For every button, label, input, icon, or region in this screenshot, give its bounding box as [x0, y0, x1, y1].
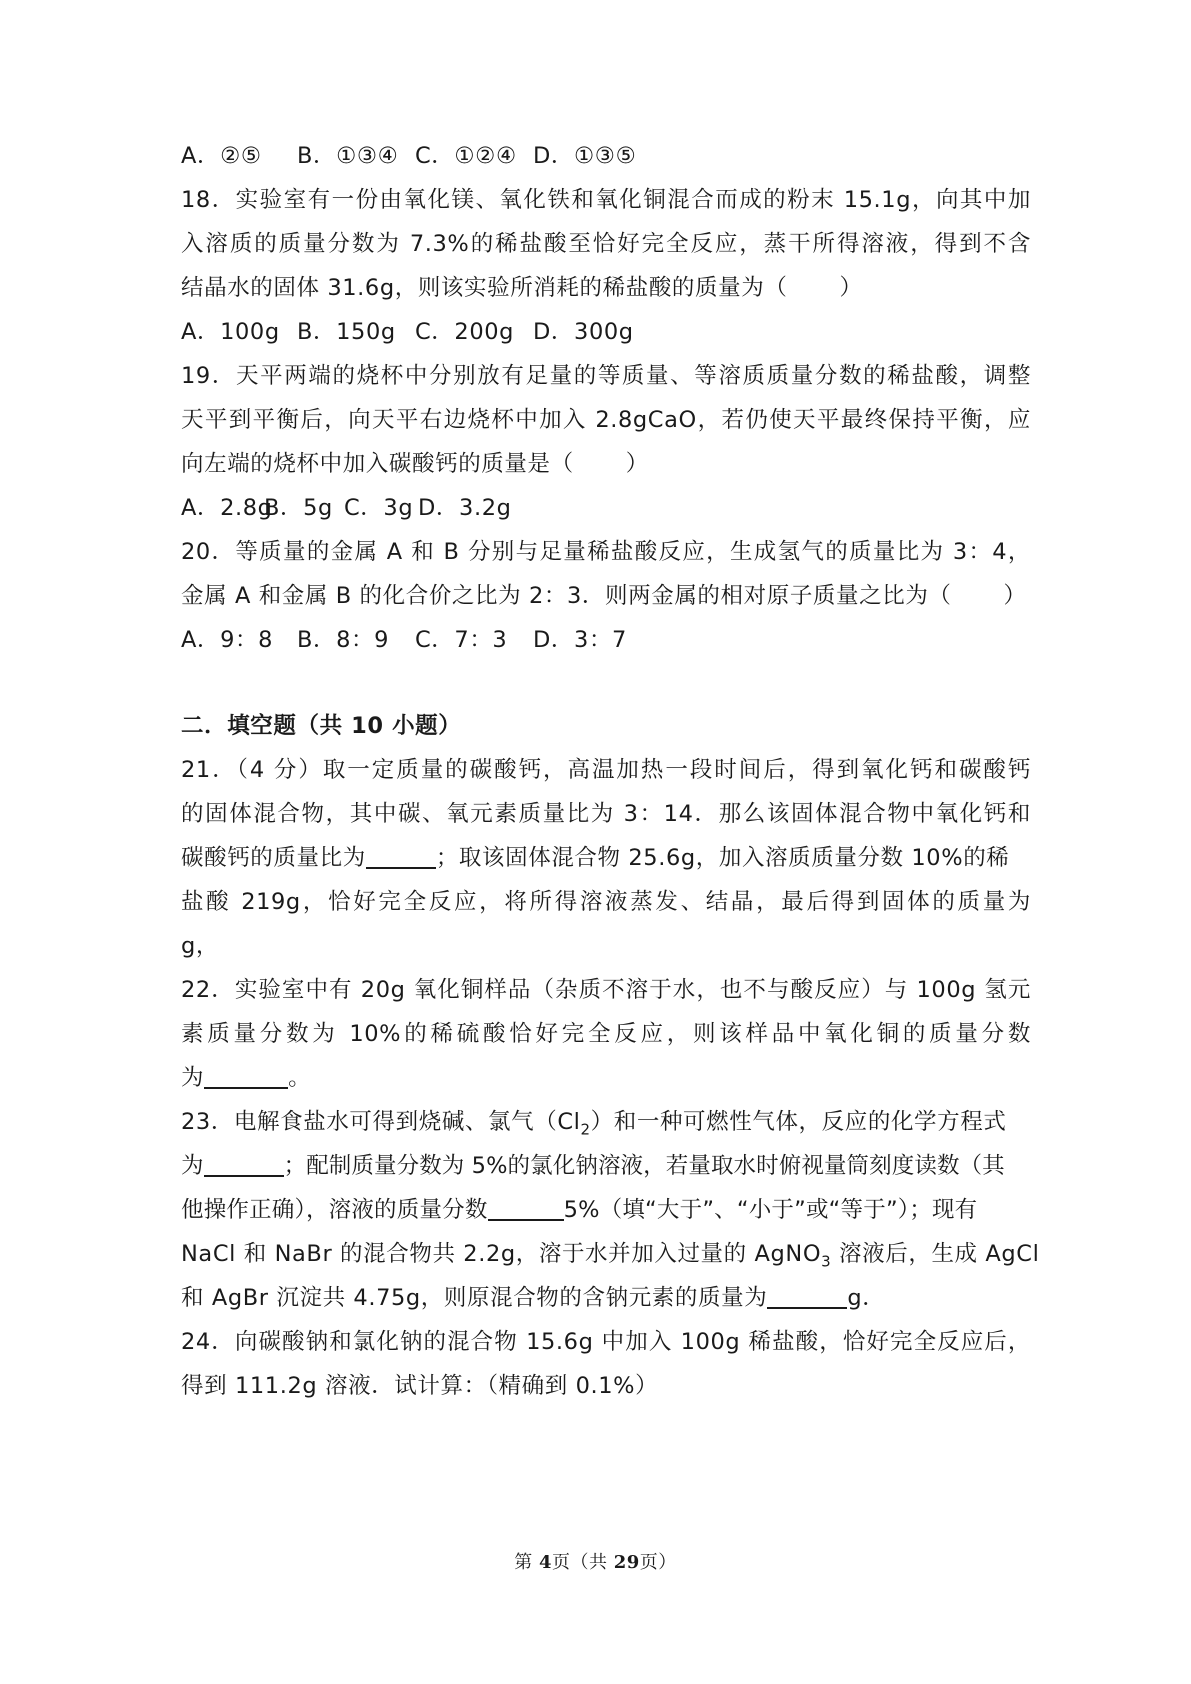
q21-line-5: g， — [181, 933, 219, 959]
q23-line-1-subscript: 2 — [580, 1120, 591, 1139]
q17-options — [181, 141, 1031, 171]
q18-options — [181, 317, 1031, 347]
q19-line-3-text: 向左端的烧杯中加入碳酸钙的质量是（ — [181, 451, 574, 477]
q19-option-a: A．2.8g — [181, 495, 273, 521]
q23-line-5 — [181, 1283, 1031, 1313]
q20-line-2-text: 金属 A 和金属 B 的化合价之比为 2：3．则两金属的相对原子质量之比为（ — [181, 583, 952, 609]
q19-close-paren: ） — [625, 451, 649, 477]
q23-line-4 — [181, 1239, 1040, 1277]
q21-line-3-text-a: 碳酸钙的质量比为 — [181, 845, 366, 871]
q17-option-a: A．②⑤ — [181, 143, 262, 169]
q18-option-b: B．150g — [297, 319, 396, 345]
q22-line-3-text-a: 为 — [181, 1065, 205, 1091]
q19-option-d: D．3.2g — [418, 495, 512, 521]
q23-line-4-text-b: 溶液后，生成 AgCl — [831, 1241, 1040, 1267]
answer-blank — [366, 843, 436, 869]
q23-line-5-text-a: 和 AgBr 沉淀共 4.75g，则原混合物的含钠元素的质量为 — [181, 1285, 768, 1311]
q23-line-2-text-a: 为 — [181, 1153, 204, 1179]
q20-line-2 — [181, 581, 1031, 611]
q18-line-2: 入溶质的质量分数为 7.3%的稀盐酸至恰好完全反应，蒸干所得溶液，得到不含 — [181, 231, 1031, 257]
q21-line-3 — [181, 843, 1031, 873]
q18-option-a: A．100g — [181, 319, 280, 345]
q23-line-2 — [181, 1151, 1031, 1181]
q21-line-3-text-b: ；取该固体混合物 25.6g，加入溶质质量分数 10%的稀 — [435, 845, 1010, 871]
q23-line-1-text-a: 23．电解食盐水可得到烧碱、氯气（Cl — [181, 1109, 581, 1135]
q23-line-3 — [181, 1195, 1031, 1225]
answer-blank — [204, 1063, 288, 1089]
q17-option-b: B．①③④ — [297, 143, 399, 169]
page-footer — [0, 1548, 1191, 1574]
q24-line-2: 得到 111.2g 溶液．试计算：（精确到 0.1%） — [181, 1373, 659, 1399]
q17-option-c: C．①②④ — [415, 143, 517, 169]
footer-total-pages: 29 — [613, 1552, 640, 1573]
q18-close-paren: ） — [839, 275, 863, 301]
footer-prefix: 第 — [514, 1552, 539, 1573]
q22-line-1: 22．实验室中有 20g 氧化铜样品（杂质不溶于水，也不与酸反应）与 100g 氢元 — [181, 977, 1031, 1003]
q20-option-d: D．3：7 — [533, 627, 627, 653]
q18-line-3 — [181, 273, 1031, 303]
q18-line-3-text: 结晶水的固体 31.6g，则该实验所消耗的稀盐酸的质量为（ — [181, 275, 788, 301]
q22-line-2: 素质量分数为 10%的稀硫酸恰好完全反应，则该样品中氧化铜的质量分数 — [181, 1021, 1031, 1047]
q20-option-b: B．8：9 — [297, 627, 390, 653]
q23-line-2-text-b: ；配制质量分数为 5%的氯化钠溶液，若量取水时俯视量筒刻度读数（其 — [283, 1153, 1005, 1179]
q23-line-1 — [181, 1107, 1031, 1145]
q21-line-1: 21．（4 分）取一定质量的碳酸钙，高温加热一段时间后，得到氧化钙和碳酸钙 — [181, 757, 1031, 783]
q19-line-1: 19．天平两端的烧杯中分别放有足量的等质量、等溶质质量分数的稀盐酸，调整 — [181, 363, 1031, 389]
answer-blank — [488, 1195, 564, 1221]
q19-line-2: 天平到平衡后，向天平右边烧杯中加入 2.8gCaO，若仍使天平最终保持平衡，应 — [181, 407, 1031, 433]
q17-option-d: D．①③⑤ — [533, 143, 637, 169]
q20-line-1: 20．等质量的金属 A 和 B 分别与足量稀盐酸反应，生成氢气的质量比为 3：4， — [181, 539, 1031, 565]
q19-line-3 — [181, 449, 1031, 479]
q23-line-3-text-b: 5%（填“大于”、“小于”或“等于”）；现有 — [563, 1197, 978, 1223]
footer-page-number: 4 — [538, 1552, 552, 1573]
q23-line-3-text-a: 他操作正确），溶液的质量分数 — [181, 1197, 488, 1223]
q23-line-4-text-a: NaCl 和 NaBr 的混合物共 2.2g，溶于水并加入过量的 AgNO — [181, 1241, 822, 1267]
q20-close-paren: ） — [1003, 583, 1027, 609]
q22-line-3-text-b: 。 — [288, 1065, 312, 1091]
q19-option-b: B．5g — [264, 495, 333, 521]
q18-option-c: C．200g — [415, 319, 515, 345]
answer-blank — [767, 1283, 847, 1309]
q19-option-c: C．3g — [344, 495, 414, 521]
q18-line-1: 18．实验室有一份由氧化镁、氧化铁和氧化铜混合而成的粉末 15.1g，向其中加 — [181, 187, 1031, 213]
q21-line-2: 的固体混合物，其中碳、氧元素质量比为 3：14．那么该固体混合物中氧化钙和 — [181, 801, 1031, 827]
q21-line-4: 盐酸 219g，恰好完全反应，将所得溶液蒸发、结晶，最后得到固体的质量为 — [181, 889, 1031, 915]
q22-line-3 — [181, 1063, 1031, 1093]
footer-suffix: 页） — [639, 1552, 677, 1573]
footer-middle: 页（共 — [551, 1552, 614, 1573]
answer-blank — [204, 1151, 284, 1177]
q23-line-5-text-b: g． — [847, 1285, 886, 1311]
section-heading: 二．填空题（共 10 小题） — [181, 713, 462, 739]
q20-option-a: A．9：8 — [181, 627, 274, 653]
q23-line-4-subscript: 3 — [821, 1252, 832, 1271]
q23-line-1-text-b: ）和一种可燃性气体，反应的化学方程式 — [590, 1109, 1007, 1135]
q18-option-d: D．300g — [533, 319, 634, 345]
q24-line-1: 24．向碳酸钠和氯化钠的混合物 15.6g 中加入 100g 稀盐酸，恰好完全反应后， — [181, 1329, 1031, 1355]
q20-options — [181, 625, 1031, 655]
q19-options — [181, 493, 1031, 523]
q20-option-c: C．7：3 — [415, 627, 508, 653]
